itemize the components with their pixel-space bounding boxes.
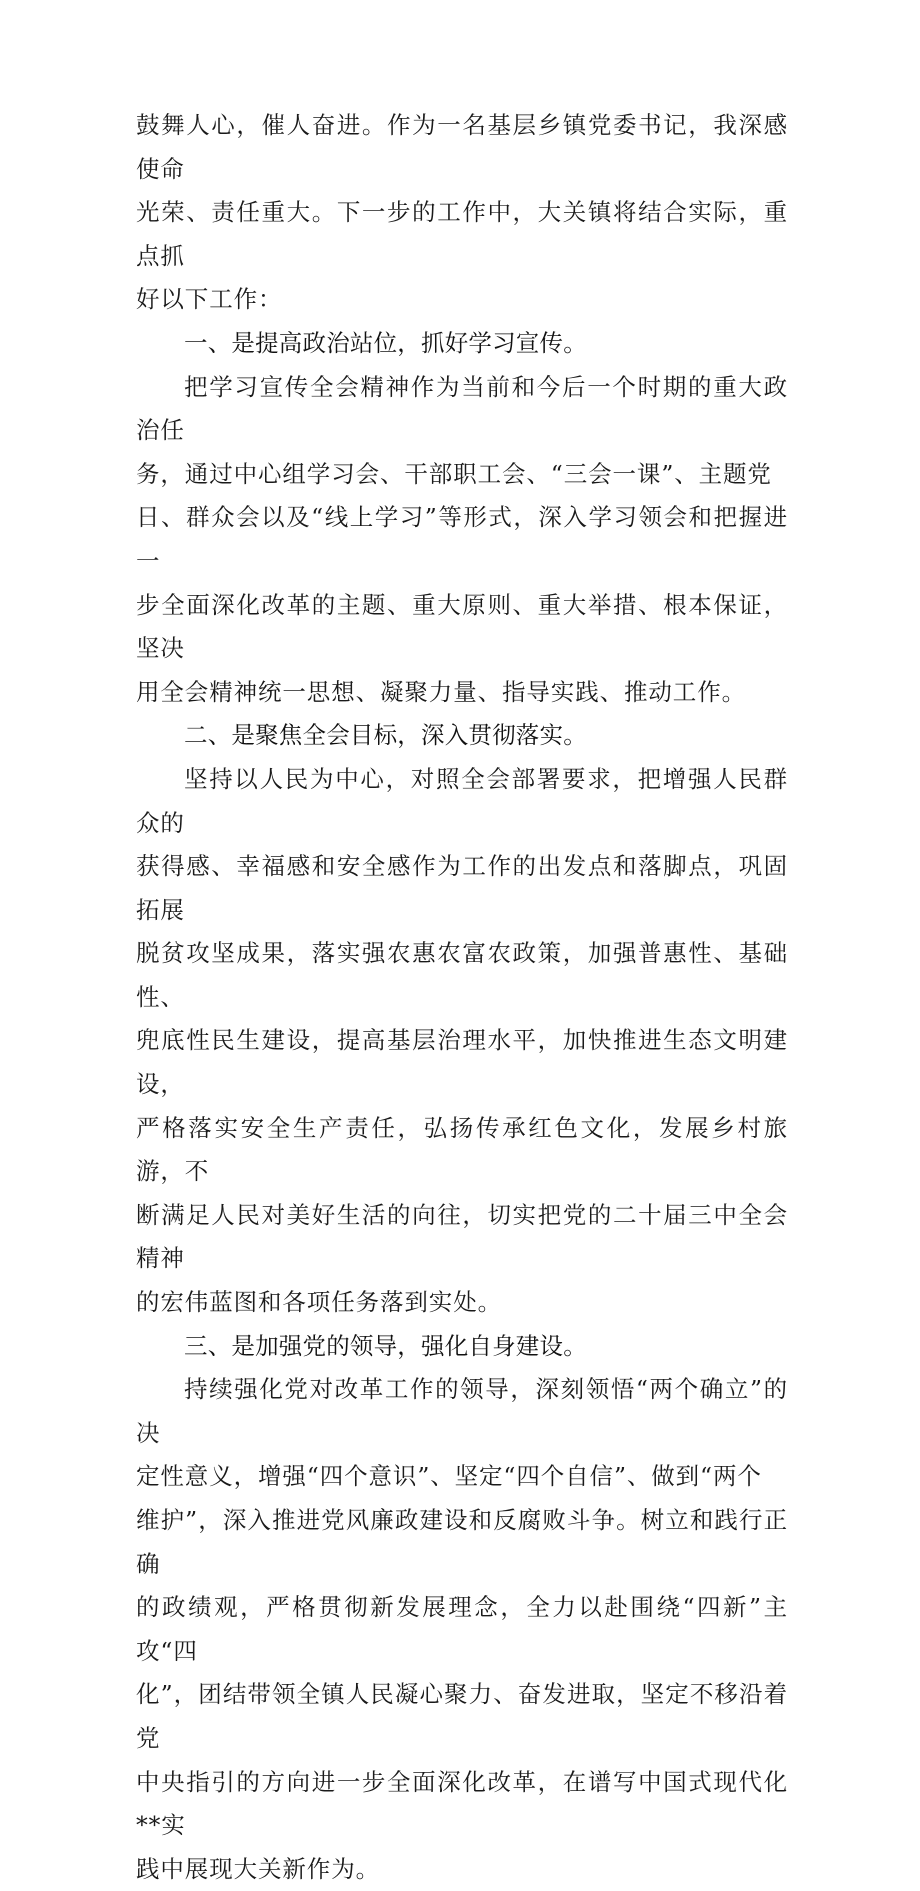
- section-3-paragraph: 持续强化党对改革工作的领导，深刻领悟“两个确立”的决 定性意义，增强“四个意识”、坚定“四个自信”、做到“两个 维护”，深入推进党风廉政建设和反腐败斗争。树立和践行正确 的政绩观，严格贯彻新发展理念，全力以赴围绕“四新”主攻“四 化”，团结带领全镇人民凝心聚力、奋发进取，坚定不移沿着党 中央指引的方向进一步全面深化改革，在谱写中国式现代化**实 践中展现大关新作为。: [136, 1375, 788, 1883]
- section-1-heading: 一、是提高政治站位，抓好学习宣传。: [184, 328, 587, 357]
- section-2-heading: 二、是聚焦全会目标，深入贯彻落实。: [184, 721, 587, 750]
- document-body: [136, 104, 788, 1891]
- section-3-heading: 三、是加强党的领导，强化自身建设。: [184, 1331, 587, 1360]
- intro-paragraph: 鼓舞人心，催人奋进。作为一名基层乡镇党委书记，我深感使命 光荣、责任重大。下一步的工作中，大关镇将结合实际，重点抓 好以下工作：: [136, 111, 788, 314]
- section-1-paragraph: 把学习宣传全会精神作为当前和今后一个时期的重大政治任 务，通过中心组学习会、干部职工会、“三会一课”、主题党 日、群众会以及“线上学习”等形式，深入学习领会和把握进一 步全面深化改革的主题、重大原则、重大举措、根本保证，坚决 用全会精神统一思想、凝聚力量、指导实践、推动工作。: [136, 372, 788, 706]
- section-2-paragraph: 坚持以人民为中心，对照全会部署要求，把增强人民群众的 获得感、幸福感和安全感作为工作的出发点和落脚点，巩固拓展 脱贫攻坚成果，落实强农惠农富农政策，加强普惠性、基础性、 兜底性民生建设，提高基层治理水平，加快推进生态文明建设， 严格落实安全生产责任，弘扬传承红色文化，发展乡村旅游，不 断满足人民对美好生活的向往，切实把党的二十届三中全会精神 的宏伟蓝图和各项任务落到实处。: [136, 764, 788, 1317]
